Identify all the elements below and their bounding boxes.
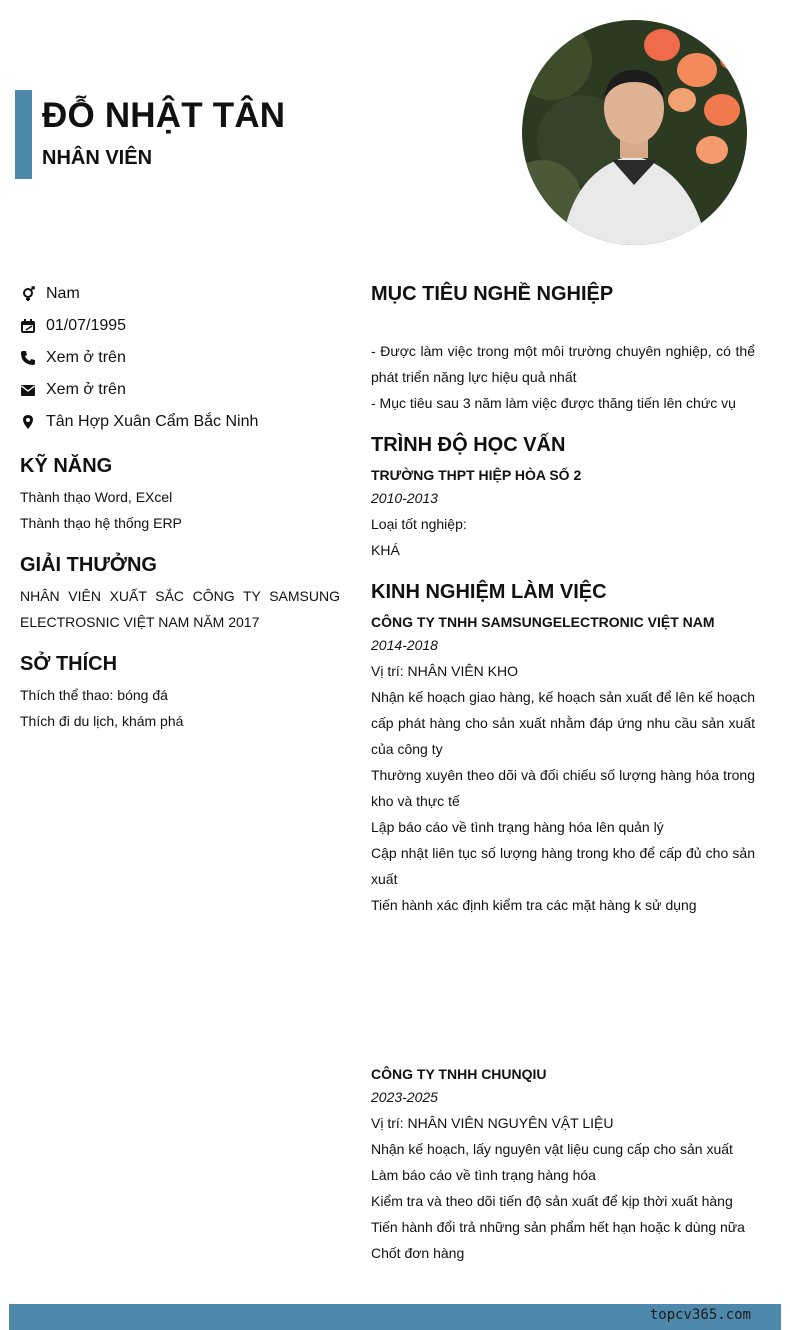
contact-email <box>20 374 350 406</box>
grade-label: Loại tốt nghiệp: <box>371 516 467 532</box>
company-name: CÔNG TY TNHH CHUNQIU <box>371 1066 547 1082</box>
job-duty: Làm báo cáo về tình trạng hàng hóa <box>371 1167 596 1183</box>
hobby-item: Thích thể thao: bóng đá <box>20 687 168 703</box>
skills-section <box>20 455 340 536</box>
grade-value: KHÁ <box>371 542 400 558</box>
hobby-item: Thích đi du lịch, khám phá <box>20 713 184 729</box>
objective-title: MỤC TIÊU NGHỀ NGHIỆP <box>371 283 614 305</box>
hobbies-section <box>20 653 340 734</box>
job-duty: Tiến hành đổi trả những sản phẩm hết hạn hoặc k dùng nữa <box>371 1219 745 1235</box>
objective-item: - Mục tiêu sau 3 năm làm việc được thăng tiến lên chức vụ <box>371 395 736 411</box>
contact-gender <box>20 278 350 310</box>
calendar-icon <box>20 318 36 334</box>
job-duty: Lập báo cáo về tình trạng hàng hóa lên quản lý <box>371 819 664 835</box>
company-name: CÔNG TY TNHH SAMSUNGELECTRONIC VIỆT NAM <box>371 614 715 630</box>
education-title: TRÌNH ĐỘ HỌC VẤN <box>371 434 566 456</box>
gender-text: Nam <box>46 285 80 302</box>
footer-bar <box>9 1304 781 1330</box>
header-accent-bar <box>15 90 32 179</box>
job-duty: Nhận kế hoạch, lấy nguyên vật liệu cung cấp cho sản xuất <box>371 1141 733 1157</box>
footer-watermark[interactable]: topcv365.com <box>649 1307 751 1323</box>
contact-phone <box>20 342 350 374</box>
avatar <box>522 20 747 245</box>
skills-title: KỸ NĂNG <box>20 455 113 477</box>
gender-icon <box>20 286 36 302</box>
email-text: Xem ở trên <box>46 381 126 398</box>
birthdate-text: 01/07/1995 <box>46 317 127 334</box>
address-text: Tân Hợp Xuân Cẩm Bắc Ninh <box>46 413 259 430</box>
job-duty: Tiến hành xác định kiểm tra các mặt hàng k sử dụng <box>371 897 697 913</box>
contact-birthdate <box>20 310 350 342</box>
job-entry <box>371 612 755 918</box>
job-duty: Thường xuyên theo dõi và đối chiếu số lượng hàng hóa trong kho và thực tế <box>371 767 755 809</box>
job-duty: Chốt đơn hàng <box>371 1245 465 1261</box>
hobbies-title: SỞ THÍCH <box>20 653 118 675</box>
job-duty: Nhận kế hoạch giao hàng, kế hoạch sản xuất để lên kế hoạch cấp phát hàng cho sản xuất nhằm đáp ứng nhu cầu sản xuất của công ty <box>371 689 755 757</box>
awards-title: GIẢI THƯỞNG <box>20 554 157 576</box>
job-duty: Cập nhật liên tục số lượng hàng trong kho để cấp đủ cho sản xuất <box>371 845 755 887</box>
contact-address <box>20 406 350 438</box>
job-entry <box>371 1064 755 1266</box>
candidate-role: NHÂN VIÊN <box>42 147 153 169</box>
job-position: Vị trí: NHÂN VIÊN NGUYÊN VẬT LIỆU <box>371 1115 614 1131</box>
phone-icon <box>20 350 36 366</box>
objective-item: - Được làm việc trong một môi trường chuyên nghiệp, có thể phát triển năng lực hiệu quả nhất <box>371 343 755 385</box>
award-line: ELECTROSNIC VIỆT NAM NĂM 2017 <box>20 614 260 630</box>
objective-section <box>371 283 755 416</box>
awards-section <box>20 554 340 635</box>
job-period: 2023-2025 <box>371 1089 438 1105</box>
location-pin-icon <box>20 414 36 430</box>
education-section <box>371 434 755 563</box>
skill-item: Thành thạo Word, EXcel <box>20 489 173 505</box>
experience-title: KINH NGHIỆM LÀM VIỆC <box>371 581 607 603</box>
job-duty: Kiểm tra và theo dõi tiến độ sản xuất để kịp thời xuất hàng <box>371 1193 733 1209</box>
candidate-name: ĐỖ NHẬT TÂN <box>42 96 286 135</box>
job-position: Vị trí: NHÂN VIÊN KHO <box>371 663 519 679</box>
education-period: 2010-2013 <box>371 490 438 506</box>
phone-text: Xem ở trên <box>46 349 126 366</box>
email-icon <box>20 382 36 398</box>
experience-section <box>371 581 755 918</box>
award-line: NHÂN VIÊN XUẤT SẮC CÔNG TY SAMSUNG <box>20 588 340 604</box>
skill-item: Thành thạo hệ thống ERP <box>20 515 182 531</box>
contact-list <box>20 278 350 438</box>
school-name: TRƯỜNG THPT HIỆP HÒA SỐ 2 <box>371 467 582 483</box>
job-period: 2014-2018 <box>371 637 438 653</box>
